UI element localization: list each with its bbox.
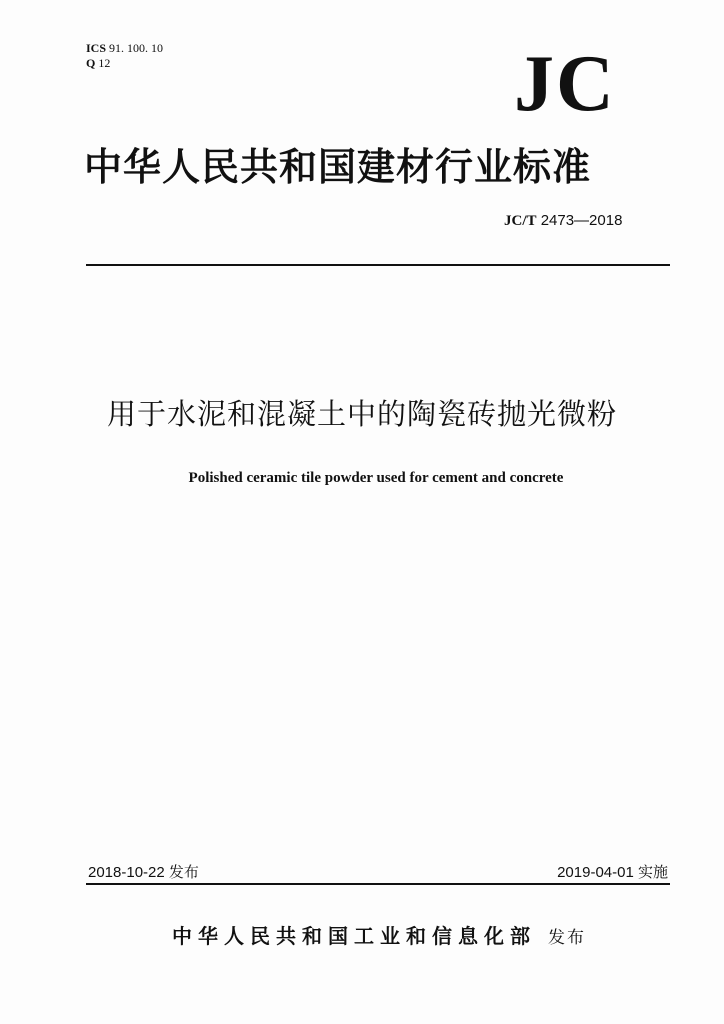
ics-line	[86, 41, 163, 56]
ics-code: 91. 100. 10	[109, 41, 164, 55]
issue-date: 2018-10-22 发布	[88, 864, 199, 881]
classification-block	[86, 41, 163, 71]
top-divider	[86, 264, 670, 266]
document-title-chinese: 用于水泥和混凝土中的陶瓷砖抛光微粉	[106, 397, 617, 431]
standard-number-prefix: JC/T	[504, 213, 537, 229]
document-title-english: Polished ceramic tile powder used for cement and concrete	[188, 470, 564, 486]
class-code: 12	[98, 56, 111, 70]
standard-type-title: 中华人民共和国建材行业标准	[84, 144, 592, 189]
class-line	[86, 56, 163, 71]
issuer-action: 发布	[548, 928, 586, 948]
bottom-divider	[86, 883, 670, 885]
standard-number-value: 2473—2018	[540, 212, 623, 229]
ics-label: ICS	[86, 41, 107, 55]
effective-date: 2019-04-01 实施	[557, 864, 668, 881]
jc-logo: JC	[514, 40, 616, 128]
standard-number	[504, 212, 622, 230]
class-label: Q	[86, 56, 96, 70]
issuer-name: 中华人民共和国工业和信息化部	[172, 924, 536, 948]
